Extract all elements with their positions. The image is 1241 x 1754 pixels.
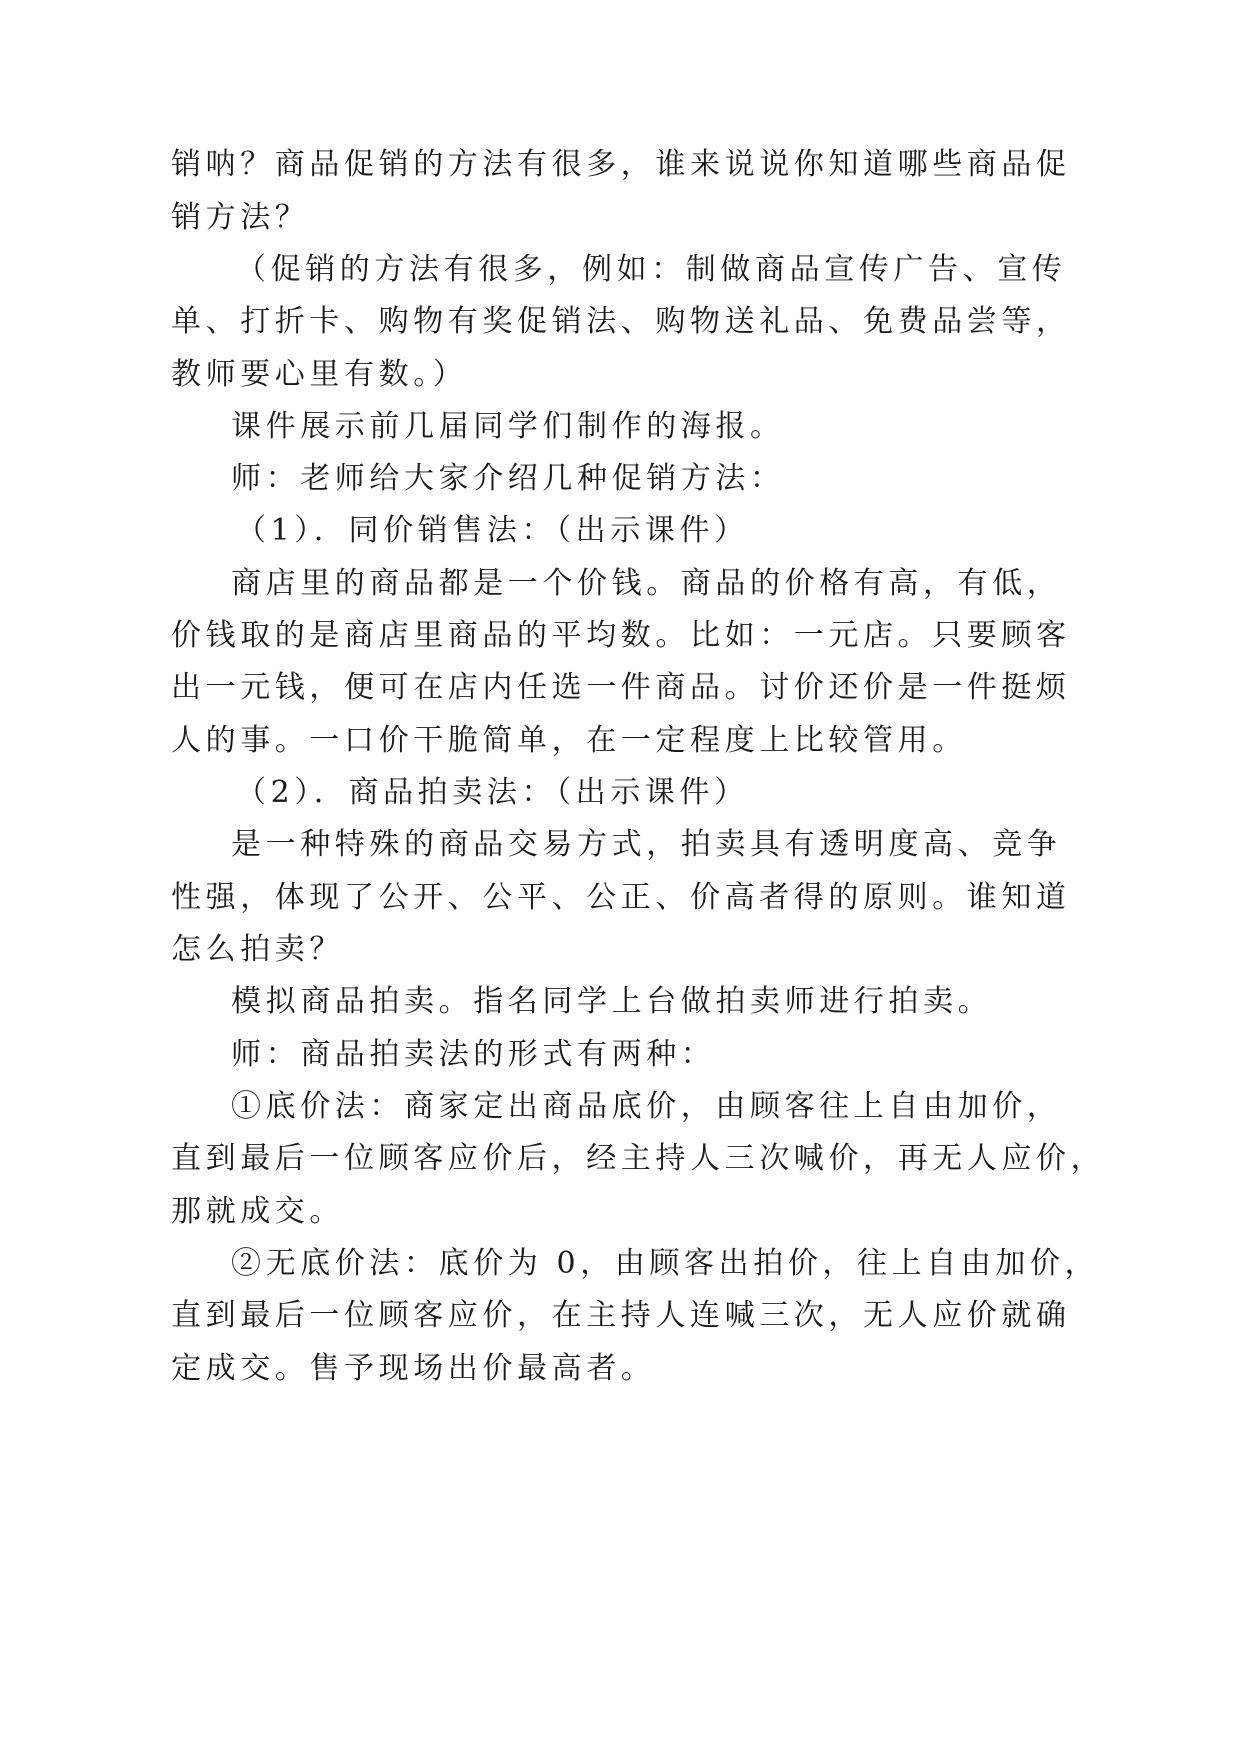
text-line: 人的事。一口价干脆简单，在一定程度上比较管用。	[171, 723, 967, 758]
text-line: 出一元钱，便可在店内任选一件商品。讨价还价是一件挺烦	[171, 670, 1071, 705]
text-line: ①底价法：商家定出商品底价，由顾客往上自由加价，	[231, 1089, 1062, 1124]
text-line: （1）．同价销售法：（出示课件）	[236, 513, 749, 548]
text-line: （促销的方法有很多，例如：制做商品宣传广告、宣传	[236, 252, 1067, 287]
text-line: 直到最后一位顾客应价，在主持人连喊三次，无人应价就确	[171, 1298, 1071, 1333]
text-line: 师：老师给大家介绍几种促销方法：	[231, 461, 785, 496]
text-line: 商店里的商品都是一个价钱。商品的价格有高，有低，	[231, 566, 1062, 601]
text-line: 是一种特殊的商品交易方式，拍卖具有透明度高、竞争	[231, 827, 1062, 862]
text-line: 直到最后一位顾客应价后，经主持人三次喊价，再无人应价，	[171, 1141, 1106, 1176]
text-line: 定成交。售予现场出价最高者。	[171, 1351, 656, 1386]
text-line: （2）．商品拍卖法：（出示课件）	[236, 775, 749, 810]
text-line: ②无底价法：底价为 0，由顾客出拍价，往上自由加价，	[231, 1246, 1100, 1281]
text-line: 销方法？	[171, 200, 310, 235]
text-line: 教师要心里有数。）	[171, 357, 468, 392]
text-line: 性强，体现了公开、公平、公正、价高者得的原则。谁知道	[171, 880, 1071, 915]
text-line: 单、打折卡、购物有奖促销法、购物送礼品、免费品尝等，	[171, 304, 1071, 339]
text-line: 课件展示前几届同学们制作的海报。	[231, 409, 785, 444]
text-line: 价钱取的是商店里商品的平均数。比如：一元店。只要顾客	[171, 618, 1071, 653]
text-line: 模拟商品拍卖。指名同学上台做拍卖师进行拍卖。	[231, 984, 993, 1019]
text-line: 那就成交。	[171, 1194, 344, 1229]
text-line: 怎么拍卖？	[171, 932, 344, 967]
text-line: 销呐？商品促销的方法有很多，谁来说说你知道哪些商品促	[171, 147, 1071, 182]
text-line: 师：商品拍卖法的形式有两种：	[231, 1037, 716, 1072]
